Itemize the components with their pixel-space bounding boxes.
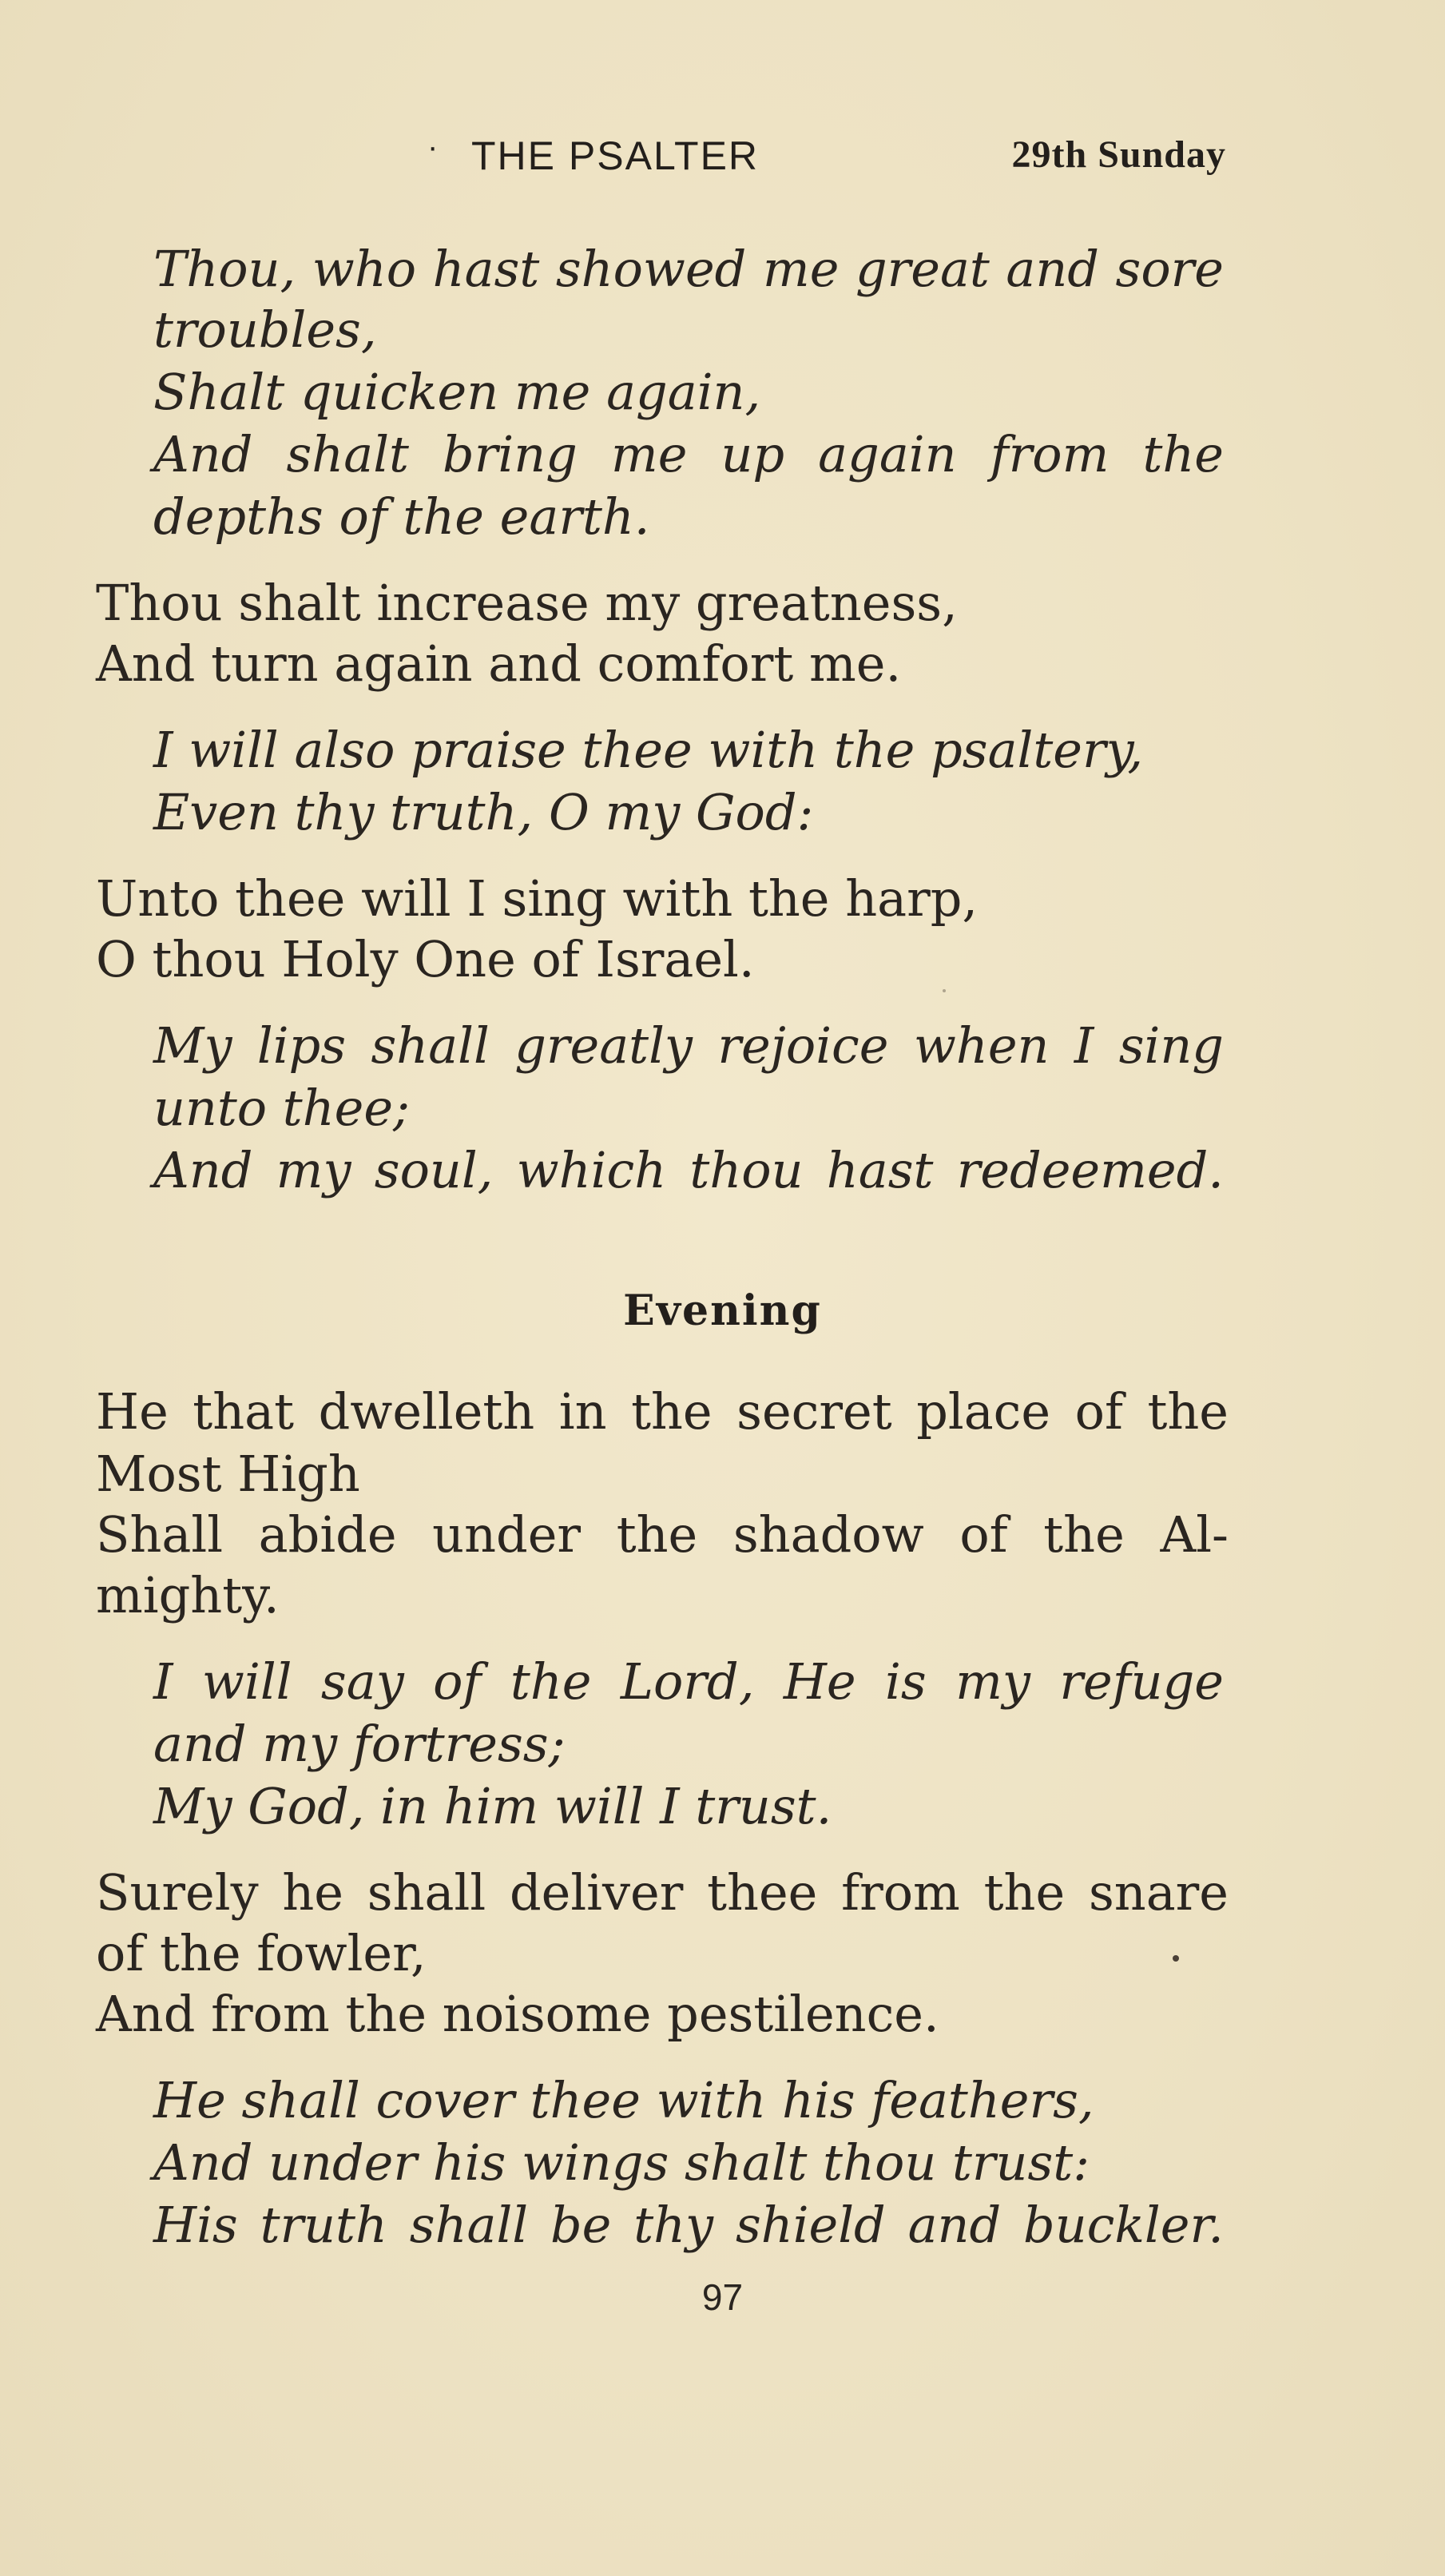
- verse-line: He that dwelleth in the secret place of the: [96, 1382, 1229, 1441]
- verse-line: Even thy truth, O my God:: [153, 783, 814, 841]
- verse-line: Shall abide under the shadow of the Al-: [96, 1505, 1229, 1564]
- verse-line: O thou Holy One of Israel.: [96, 930, 755, 988]
- verse-line: unto thee;: [153, 1079, 410, 1137]
- verse-line: I will also praise thee with the psaltery,: [153, 721, 1144, 779]
- ink-speck: [943, 989, 946, 992]
- running-head: [427, 129, 1226, 189]
- verse-line: troubles,: [153, 300, 377, 359]
- verse-line: mighty.: [96, 1566, 280, 1624]
- verse-line: He shall cover thee with his feathers,: [153, 2071, 1094, 2129]
- verse-line: Shalt quicken me again,: [153, 363, 761, 421]
- running-head-dot: ·: [427, 129, 439, 165]
- verse-line: His truth shall be thy shield and buckler.: [153, 2196, 1224, 2254]
- verse-line: Most High: [96, 1445, 360, 1503]
- verse-line: And turn again and comfort me.: [96, 634, 902, 693]
- verse-line: and my fortress;: [153, 1715, 566, 1773]
- page-number: 97: [701, 2276, 744, 2318]
- verse-line: depths of the earth.: [153, 487, 650, 546]
- verse-line: And from the noisome pestilence.: [96, 1985, 939, 2043]
- verse-line: Unto thee will I sing with the harp,: [96, 869, 979, 928]
- verse-line: Thou shalt increase my greatness,: [96, 574, 958, 632]
- ink-speck: [1173, 1955, 1179, 1962]
- verse-line: Thou, who hast showed me great and sore: [153, 240, 1224, 298]
- running-head-title: THE PSALTER: [471, 133, 760, 178]
- verse-line: I will say of the Lord, He is my refuge: [153, 1652, 1224, 1711]
- verse-line: My God, in him will I trust.: [153, 1777, 832, 1835]
- verse-line: And shalt bring me up again from the: [153, 425, 1224, 483]
- verse-line: of the fowler,: [96, 1924, 427, 1982]
- verse-line: And my soul, which thou hast redeemed.: [153, 1141, 1224, 1199]
- section-heading-evening: Evening: [623, 1286, 822, 1335]
- verse-line: Surely he shall deliver thee from the snare: [96, 1863, 1229, 1922]
- verse-line: And under his wings shalt thou trust:: [153, 2133, 1090, 2192]
- running-head-sunday: 29th Sunday: [1011, 133, 1226, 176]
- verse-line: My lips shall greatly rejoice when I sing: [153, 1016, 1224, 1075]
